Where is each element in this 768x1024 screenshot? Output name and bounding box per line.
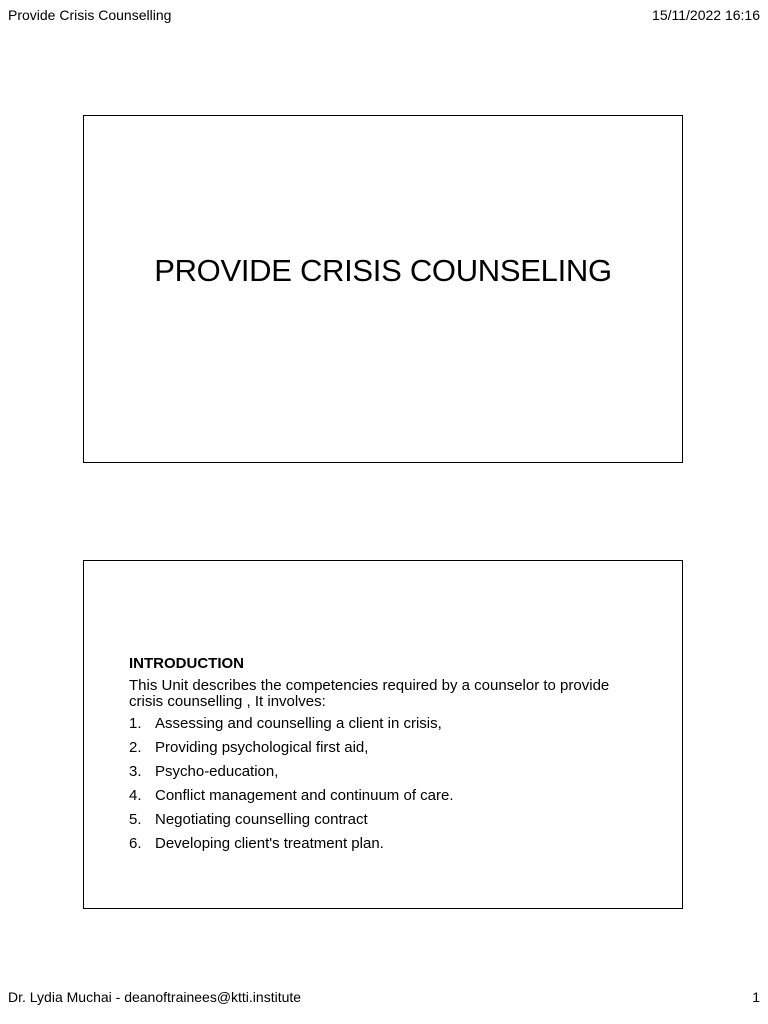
slide-title: PROVIDE CRISIS COUNSELING [154,253,612,288]
list-item-number: 3. [129,763,142,780]
page-number: 1 [752,989,760,1005]
footer-author: Dr. Lydia Muchai - deanoftrainees@ktti.institute [8,989,302,1005]
list-item-number: 1. [129,715,142,732]
list-item [129,784,629,808]
list-item-text: Psycho-education, [155,763,279,780]
competency-list [129,712,629,856]
introduction-heading: INTRODUCTION [129,655,244,672]
list-item [129,808,629,832]
list-item-number: 2. [129,739,142,756]
list-item-text: Conflict management and continuum of care. [155,787,454,804]
introduction-section [129,654,629,856]
list-item-number: 5. [129,811,142,828]
list-item [129,736,629,760]
introduction-body: This Unit describes the competencies required by a counselor to provide crisis counselling , It involves: [129,677,610,710]
slide-2 [83,560,683,909]
list-item-text: Providing psychological first aid, [155,739,369,756]
print-datetime: 15/11/2022 16:16 [652,7,760,23]
list-item-text: Developing client's treatment plan. [155,835,384,852]
slide-1 [83,115,683,463]
list-item [129,712,629,736]
document-title: Provide Crisis Counselling [8,7,172,23]
list-item-text: Assessing and counselling a client in crisis, [155,715,442,732]
list-item-number: 4. [129,787,142,804]
list-item [129,832,629,856]
list-item-number: 6. [129,835,142,852]
list-item [129,760,629,784]
list-item-text: Negotiating counselling contract [155,811,368,828]
